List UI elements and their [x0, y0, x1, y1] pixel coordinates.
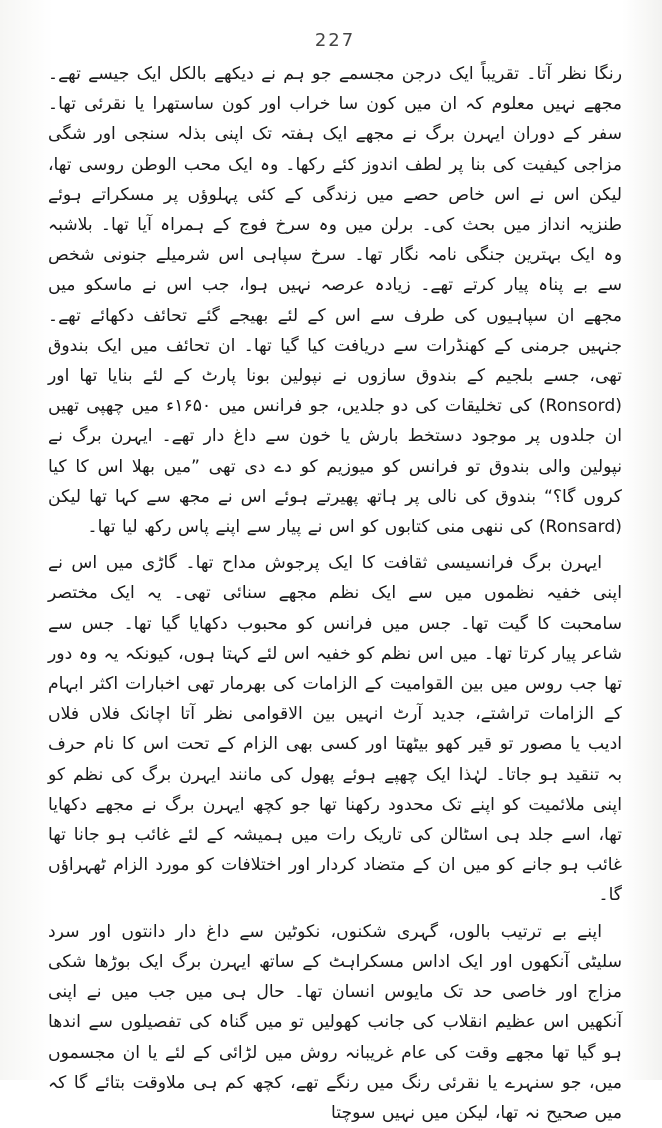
paragraph-2: ایہرن برگ فرانسیسی ثقافت کا ایک پرجوش مداح تھا۔ گاڑی میں اس نے اپنی خفیہ نظموں میں سے ایک نظم مجھے سنائی تھی۔ یہ ایک مختصر سامحبت کا گیت تھا۔ جس میں فرانس کو محبوب دکھایا گیا تھا۔ جس سے شاعر پیار کرتا تھا۔ میں اس نظم کو خفیہ اس لئے کہتا ہوں، کیونکہ یہ وہ دور تھا جب روس میں بین القوامیت کے الزامات کی بھرمار تھی اخبارات اکثر ابہام کے الزامات تراشتے، جدید آرٹ انہیں بین الاقوامی نظر آتا اچانک فلاں فلاں ادیب یا مصور تو قیر کھو بیٹھتا اور کسی بھی الزام کے تحت اس کا نام حرف بہ تنقید ہو جاتا۔ لہٰذا ایک چھپے ہوئے پھول کی مانند ایہرن برگ کی نظم کو اپنی ملائمیت کو اپنے تک محدود رکھنا تھا جو کچھ ایہرن برگ نے مجھے دکھایا تھا، اسے جلد ہی اسٹالن کی تاریک رات میں ہمیشہ کے لئے غائب ہو جانا تھا غائب ہو جانے کو میں ان کے متضاد کردار اور اختلافات کو مورد الزام ٹھہراؤں گا۔ [48, 553, 622, 906]
page-number: 227 [314, 30, 356, 51]
paragraph-3: اپنے بے ترتیب بالوں، گہری شکنوں، نکوٹین سے داغ دار دانتوں اور سرد سلیٹی آنکھوں اور ایک اداس مسکراہٹ کے ساتھ ایہرن برگ ایک بوڑھا شکی مزاج اور خاصی حد تک مایوس انسان تھا۔ حال ہی میں جب میں نے اپنی آنکھیں اس عظیم انقلاب کی جانب کھولیں تو میں گناہ کی تفصیلوں سے اندھا ہو گیا تھا مجھے وقت کی عام غریبانہ روش میں لڑائی کے لئے یا ان مجسموں میں، جو سنہرے یا نقرئی رنگ میں رنگے تھے، کچھ کم ہی ملاوقت بتائے گا کہ میں صحیح نہ تھا، لیکن میں نہیں سوچتا [48, 921, 622, 1123]
page-body [48, 59, 622, 1128]
paragraph-1: رنگا نظر آتا۔ تقریباً ایک درجن مجسمے جو ہم نے دیکھے بالکل ایک جیسے تھے۔ مجھے نہیں معلوم کہ ان میں کون سا خراب اور کون ساستھرا یا نقرئی تھا۔ سفر کے دوران ایہرن برگ نے مجھے ایک ہفتہ تک اپنی بذلہ سنجی اور شگی مزاجی کیفیت کی بنا پر لطف اندوز کئے رکھا۔ وہ ایک محب الوطن روسی تھا، لیکن اس نے اس خاص حصے میں زندگی کے کئی پہلوؤں پر مسکراتے ہوئے طنزیہ انداز میں بحث کی۔ برلن میں وہ سرخ فوج کے ہمراہ آیا تھا۔ بلاشبہ وہ ایک بہترین جنگی نامہ نگار تھا۔ سرخ سپاہی اس شرمیلے جنونی شخص سے بے پناہ پیار کرتے تھے۔ زیادہ عرصہ نہیں ہوا، جب اس نے ماسکو میں مجھے ان سپاہیوں کی طرف سے اس کے لئے بھیجے گئے تحائف دکھائے تھے۔ جنہیں جرمنی کے کھنڈرات سے دریافت کیا گیا تھا۔ ان تحائف میں ایک بندوق تھی، جسے بلجیم کے بندوق سازوں نے نپولین بونا پارٹ کے لئے بنایا تھا اور (Ronsord) کی تخلیقات کی دو جلدیں، جو فرانس میں ۱۶۵۰ء میں چھپی تھیں ان جلدوں پر موجود دستخط بارش یا خون سے داغ دار تھے۔ ایہرن برگ نے نپولین والی بندوق تو فرانس کو میوزیم کو دے دی تھی ”میں بھلا اس کا کیا کروں گا؟“ بندوق کی نالی پر ہاتھ پھیرتے ہوئے اس نے مجھ سے کہا تھا لیکن (Ronsard) کی ننھی منی کتابوں کو اس نے پیار سے اپنے پاس رکھ لیا تھا۔ [48, 64, 622, 538]
